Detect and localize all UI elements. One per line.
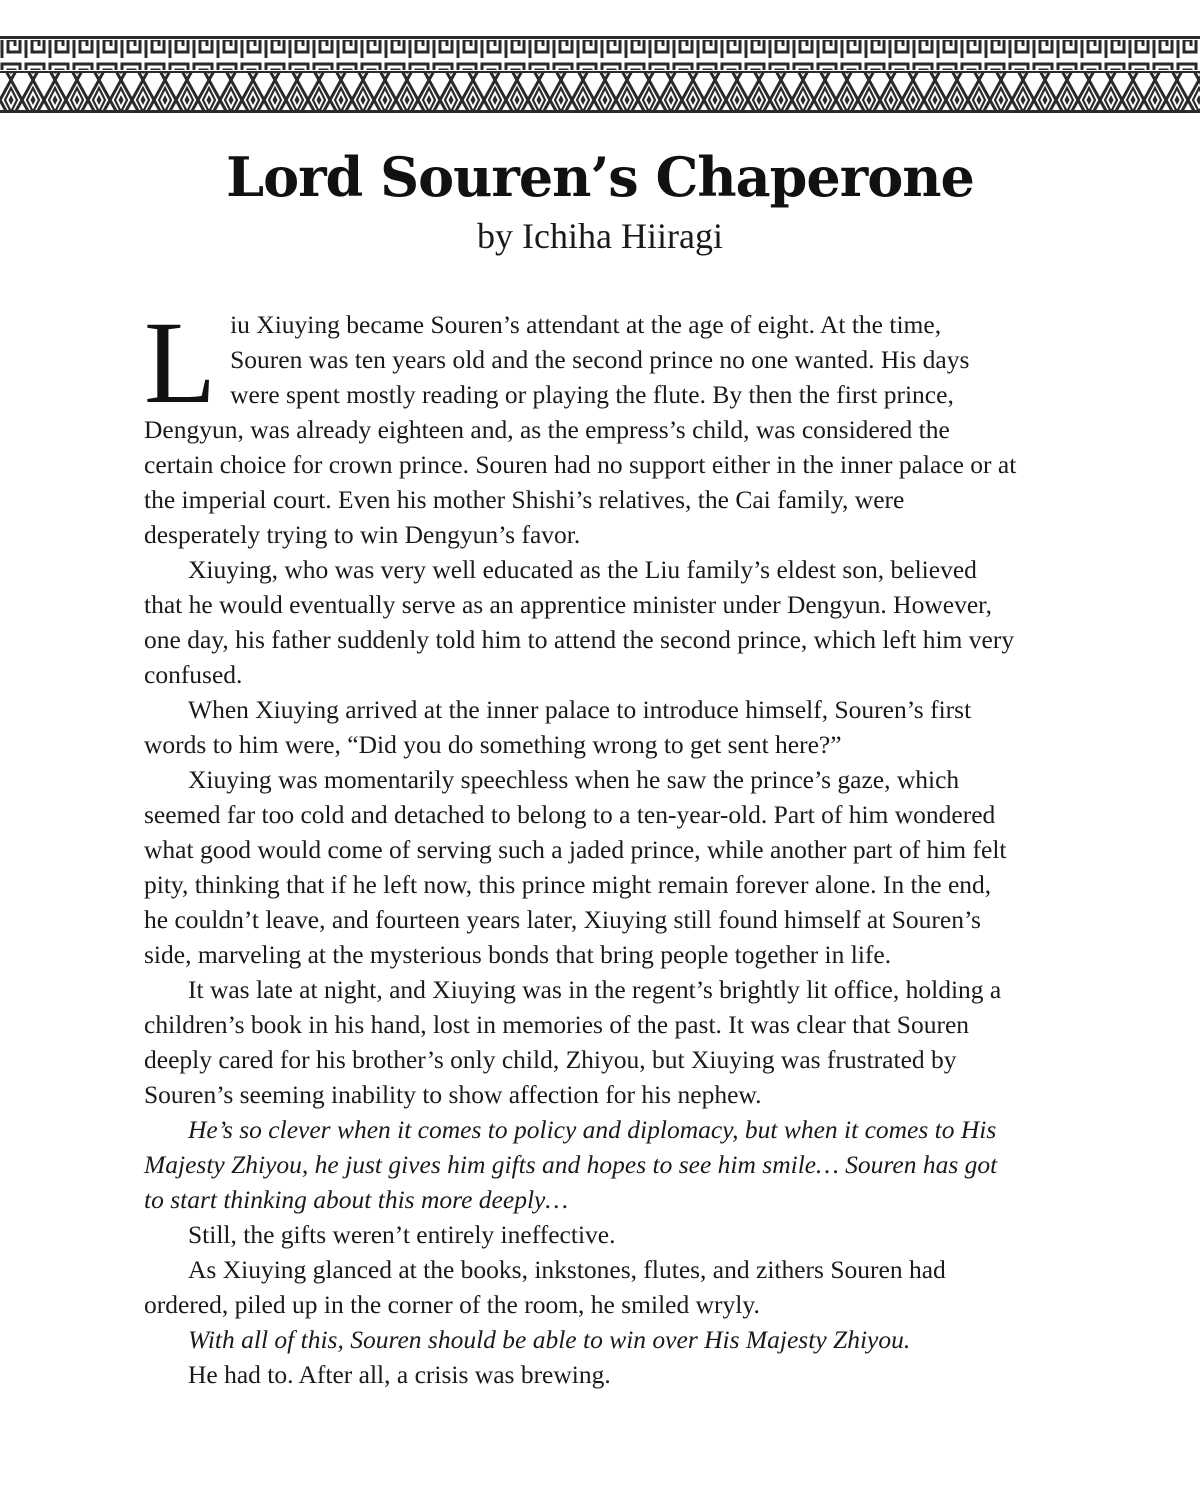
paragraph-1	[144, 297, 1019, 552]
drop-cap: L	[144, 297, 217, 428]
story-body	[144, 297, 1019, 1392]
paragraph-5: It was late at night, and Xiuying was in the regent’s brightly lit office, holding a children’s book in his hand, lost in memories of the past. It was clear that Souren deeply cared for his brother’s only child, Zhiyou, but Xiuying was frustrated by Souren’s seeming inability to show affection for his nephew.	[144, 975, 1002, 1109]
paragraph-10: He had to. After all, a crisis was brewing.	[188, 1360, 611, 1389]
story-title: Lord Souren’s Chaperone	[226, 145, 974, 209]
paragraph-7: Still, the gifts weren’t entirely ineffective.	[188, 1220, 616, 1249]
paragraph-8: As Xiuying glanced at the books, inkstones, flutes, and zithers Souren had ordered, piled up in the corner of the room, he smiled wryly.	[144, 1255, 946, 1319]
paragraph-2: Xiuying, who was very well educated as the Liu family’s eldest son, believed that he would eventually serve as an apprentice minister under Dengyun. However, one day, his father suddenly told him to attend the second prince, which left him very confused.	[144, 555, 1015, 689]
paragraph-6-thought: He’s so clever when it comes to policy and diplomacy, but when it comes to His Majesty Zhiyou, he just gives him gifts and hopes to see him smile… Souren has got to start thinking about this more deeply…	[144, 1115, 998, 1214]
author-byline: by Ichiha Hiiragi	[477, 216, 723, 256]
paragraph-3: When Xiuying arrived at the inner palace to introduce himself, Souren’s first words to him were, “Did you do something wrong to get sent here?”	[144, 695, 972, 759]
paragraph-text: iu Xiuying became Souren’s attendant at the age of eight. At the time, Souren was ten years old and the second prince no one wanted. His days were spent mostly reading or playing the flute. By then the first prince, Dengyun, was already eighteen and, as the empress’s child, was considered the certain choice for crown prince. Souren had no support either in the inner palace or at the imperial court. Even his mother Shishi’s relatives, the Cai family, were desperately trying to win Dengyun’s favor.	[144, 310, 1017, 549]
paragraph-9-thought: With all of this, Souren should be able to win over His Majesty Zhiyou.	[188, 1325, 911, 1354]
decorative-border	[0, 0, 1200, 113]
paragraph-4: Xiuying was momentarily speechless when he saw the prince’s gaze, which seemed far too cold and detached to belong to a ten-year-old. Part of him wondered what good would come of serving such a jaded prince, while another part of him felt pity, thinking that if he left now, this prince might remain forever alone. In the end, he couldn’t leave, and fourteen years later, Xiuying still found himself at Souren’s side, marveling at the mysterious bonds that bring people together in life.	[144, 765, 1007, 969]
